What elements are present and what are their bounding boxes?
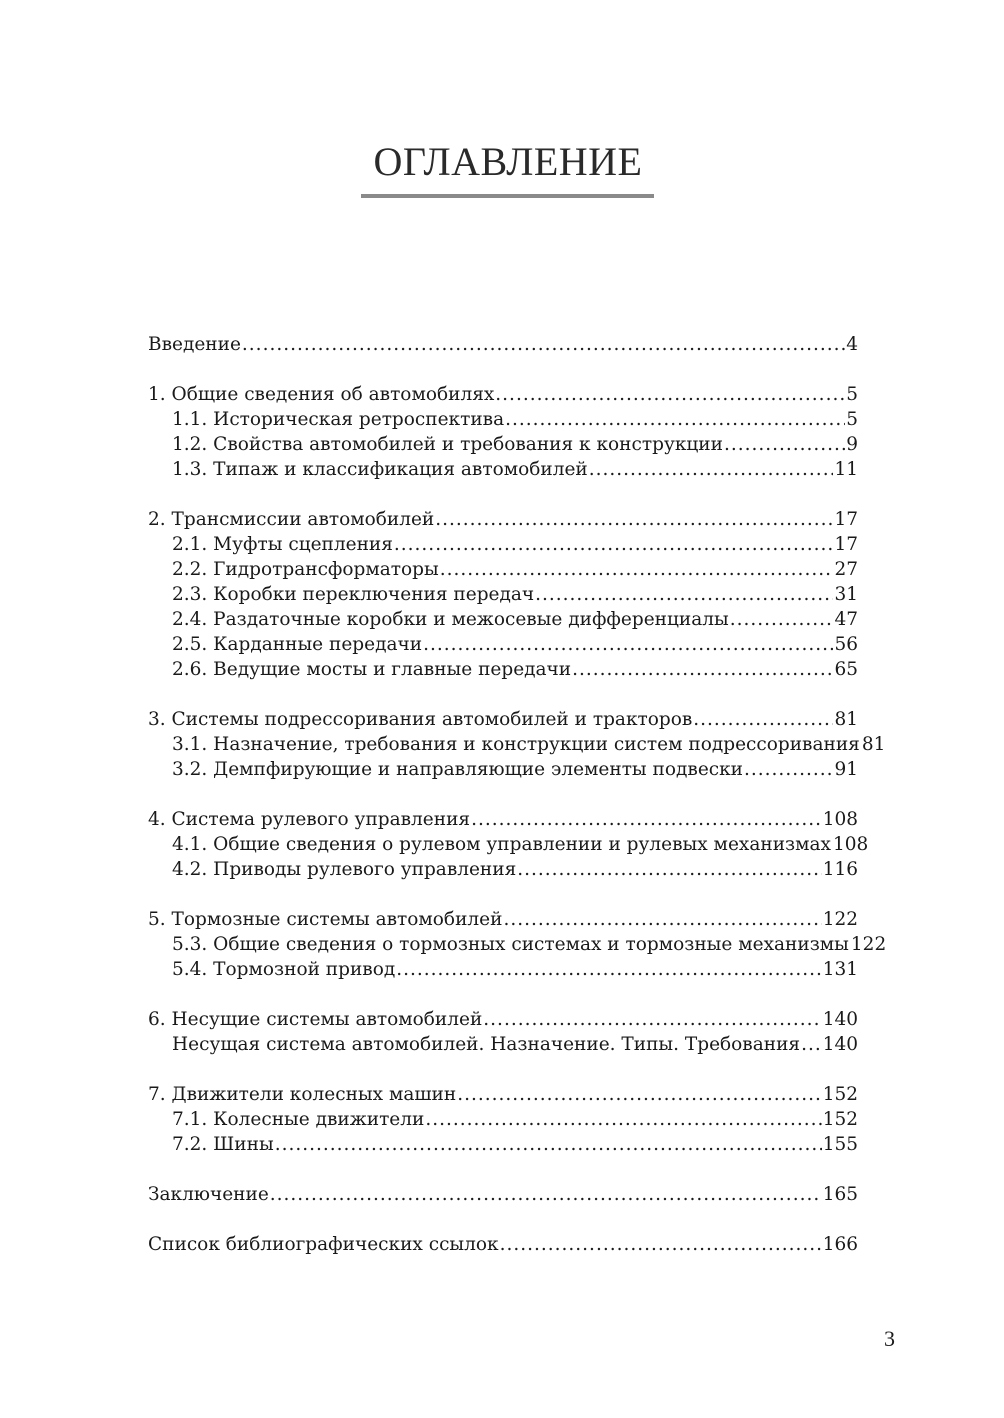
toc-subentry[interactable] — [148, 732, 886, 757]
toc-entry-page: 27 — [834, 559, 858, 580]
toc-leader-dots — [483, 1007, 821, 1032]
toc-leader-dots — [693, 707, 833, 732]
toc-entry[interactable] — [148, 507, 858, 532]
toc-subentry[interactable] — [148, 532, 858, 557]
toc-group — [148, 382, 858, 482]
toc-subentry[interactable] — [148, 832, 869, 857]
toc-entry-page: 47 — [834, 609, 858, 630]
toc-entry-label: 4. Система рулевого управления — [148, 809, 471, 830]
toc-leader-dots — [396, 957, 821, 982]
toc-subentry[interactable] — [148, 1032, 858, 1057]
toc-entry-label: 1.1. Историческая ретроспектива — [172, 409, 505, 430]
toc-subentry[interactable] — [148, 757, 858, 782]
toc-entry-page: 152 — [822, 1109, 858, 1130]
toc-entry-page: 152 — [822, 1084, 858, 1105]
toc-leader-dots — [275, 1132, 822, 1157]
toc-subentry[interactable] — [148, 657, 858, 682]
toc-group — [148, 1082, 858, 1157]
toc-subentry[interactable] — [148, 1107, 858, 1132]
toc-entry-label: 2.1. Муфты сцепления — [172, 534, 393, 555]
toc-leader-dots — [500, 1232, 822, 1257]
toc-entry-page: 65 — [834, 659, 858, 680]
page-number: 3 — [884, 1326, 895, 1351]
toc-entry-label: 2.2. Гидротрансформаторы — [172, 559, 439, 580]
toc-entry-label: 1.3. Типаж и классификация автомобилей — [172, 459, 588, 480]
toc-entry-page: 5 — [846, 384, 858, 405]
toc-leader-dots — [270, 1182, 822, 1207]
toc-leader-dots — [535, 582, 833, 607]
toc-leader-dots — [425, 1107, 821, 1132]
toc-entry[interactable] — [148, 382, 858, 407]
toc-entry[interactable] — [148, 807, 858, 832]
toc-leader-dots — [457, 1082, 821, 1107]
toc-entry-page: 108 — [822, 809, 858, 830]
toc-entry-label: Несущая система автомобилей. Назначение. Типы. Требования — [172, 1034, 801, 1055]
toc-entry-page: 11 — [834, 459, 858, 480]
toc-group — [148, 807, 869, 882]
toc-leader-dots — [744, 757, 833, 782]
toc-leader-dots — [589, 457, 834, 482]
toc-leader-dots — [471, 807, 822, 832]
toc-entry-label: 2.5. Карданные передачи — [172, 634, 423, 655]
toc-entry-page: 165 — [822, 1184, 858, 1205]
toc-leader-dots — [505, 407, 845, 432]
toc-leader-dots — [495, 382, 845, 407]
toc-leader-dots — [423, 632, 833, 657]
toc-subentry[interactable] — [148, 1132, 858, 1157]
toc-group — [148, 1232, 858, 1257]
toc-entry-label: 7.2. Шины — [172, 1134, 274, 1155]
toc-entry-label: 2.6. Ведущие мосты и главные передачи — [172, 659, 572, 680]
toc-entry-page: 122 — [850, 934, 887, 955]
toc-leader-dots — [440, 557, 834, 582]
toc-entry[interactable] — [148, 707, 858, 732]
toc-entry-label: 4.1. Общие сведения о рулевом управлении и рулевых механизмах — [172, 834, 831, 855]
toc-entry-page: 116 — [822, 859, 858, 880]
toc-entry-label: 1. Общие сведения об автомобилях — [148, 384, 495, 405]
toc-leader-dots — [801, 1032, 822, 1057]
toc-subentry[interactable] — [148, 607, 858, 632]
toc-entry-label: 3.1. Назначение, требования и конструкции систем подрессоривания — [172, 734, 860, 755]
toc-subentry[interactable] — [148, 957, 858, 982]
toc-entry-label: 7.1. Колесные движители — [172, 1109, 425, 1130]
toc-entry[interactable] — [148, 1007, 858, 1032]
toc-entry-page: 108 — [832, 834, 869, 855]
toc-entry-label: Список библиографических ссылок — [148, 1234, 499, 1255]
toc-entry-page: 91 — [834, 759, 858, 780]
toc-subentry[interactable] — [148, 632, 858, 657]
toc-entry-page: 122 — [822, 909, 858, 930]
toc-entry-page: 140 — [822, 1009, 858, 1030]
toc-leader-dots — [730, 607, 834, 632]
toc-entry-page: 56 — [834, 634, 858, 655]
toc-leader-dots — [503, 907, 821, 932]
toc-entry-label: 5. Тормозные системы автомобилей — [148, 909, 503, 930]
toc-group — [148, 1007, 858, 1057]
toc-subentry[interactable] — [148, 582, 858, 607]
toc-group — [148, 707, 886, 782]
toc-group — [148, 507, 858, 682]
toc-entry-page: 81 — [861, 734, 886, 755]
toc-entry-label: 2. Трансмиссии автомобилей — [148, 509, 435, 530]
toc-leader-dots — [242, 332, 845, 357]
toc-entry[interactable] — [148, 1182, 858, 1207]
toc-leader-dots — [435, 507, 833, 532]
toc-entry-page: 31 — [834, 584, 858, 605]
toc-subentry[interactable] — [148, 557, 858, 582]
toc-subentry[interactable] — [148, 407, 858, 432]
toc-entry-label: Введение — [148, 334, 241, 355]
toc-entry-label: Заключение — [148, 1184, 269, 1205]
toc-entry-page: 17 — [834, 534, 858, 555]
toc-entry-page: 81 — [834, 709, 858, 730]
toc-leader-dots — [572, 657, 833, 682]
table-of-contents — [148, 332, 887, 1282]
toc-entry-label: 5.4. Тормозной привод — [172, 959, 396, 980]
toc-entry[interactable] — [148, 1082, 858, 1107]
title-underline — [361, 194, 654, 198]
toc-entry[interactable] — [148, 332, 858, 357]
toc-group — [148, 332, 858, 357]
toc-entry-page: 155 — [822, 1134, 858, 1155]
toc-entry-label: 1.2. Свойства автомобилей и требования к конструкции — [172, 434, 723, 455]
toc-entry-label: 3.2. Демпфирующие и направляющие элементы подвески — [172, 759, 744, 780]
toc-entry-page: 140 — [822, 1034, 858, 1055]
toc-subentry[interactable] — [148, 432, 858, 457]
toc-entry-page: 5 — [846, 409, 858, 430]
toc-entry-label: 2.3. Коробки переключения передач — [172, 584, 535, 605]
toc-entry-label: 6. Несущие системы автомобилей — [148, 1009, 483, 1030]
toc-leader-dots — [724, 432, 845, 457]
toc-entry-label: 4.2. Приводы рулевого управления — [172, 859, 517, 880]
toc-subentry[interactable] — [148, 932, 887, 957]
toc-entry-page: 4 — [846, 334, 858, 355]
toc-subentry[interactable] — [148, 857, 858, 882]
toc-entry-label: 7. Движители колесных машин — [148, 1084, 457, 1105]
toc-group — [148, 1182, 858, 1207]
toc-entry-page: 9 — [846, 434, 858, 455]
toc-entry-label: 2.4. Раздаточные коробки и межосевые дифференциалы — [172, 609, 729, 630]
toc-entry-page: 131 — [822, 959, 858, 980]
toc-entry[interactable] — [148, 1232, 858, 1257]
page-title: ОГЛАВЛЕНИЕ — [373, 139, 643, 184]
toc-leader-dots — [517, 857, 821, 882]
toc-entry-label: 5.3. Общие сведения о тормозных системах и тормозные механизмы — [172, 934, 849, 955]
toc-group — [148, 907, 887, 982]
toc-subentry[interactable] — [148, 457, 858, 482]
toc-entry-label: 3. Системы подрессоривания автомобилей и тракторов — [148, 709, 693, 730]
toc-entry-page: 17 — [834, 509, 858, 530]
toc-leader-dots — [394, 532, 834, 557]
toc-entry-page: 166 — [822, 1234, 858, 1255]
toc-entry[interactable] — [148, 907, 858, 932]
